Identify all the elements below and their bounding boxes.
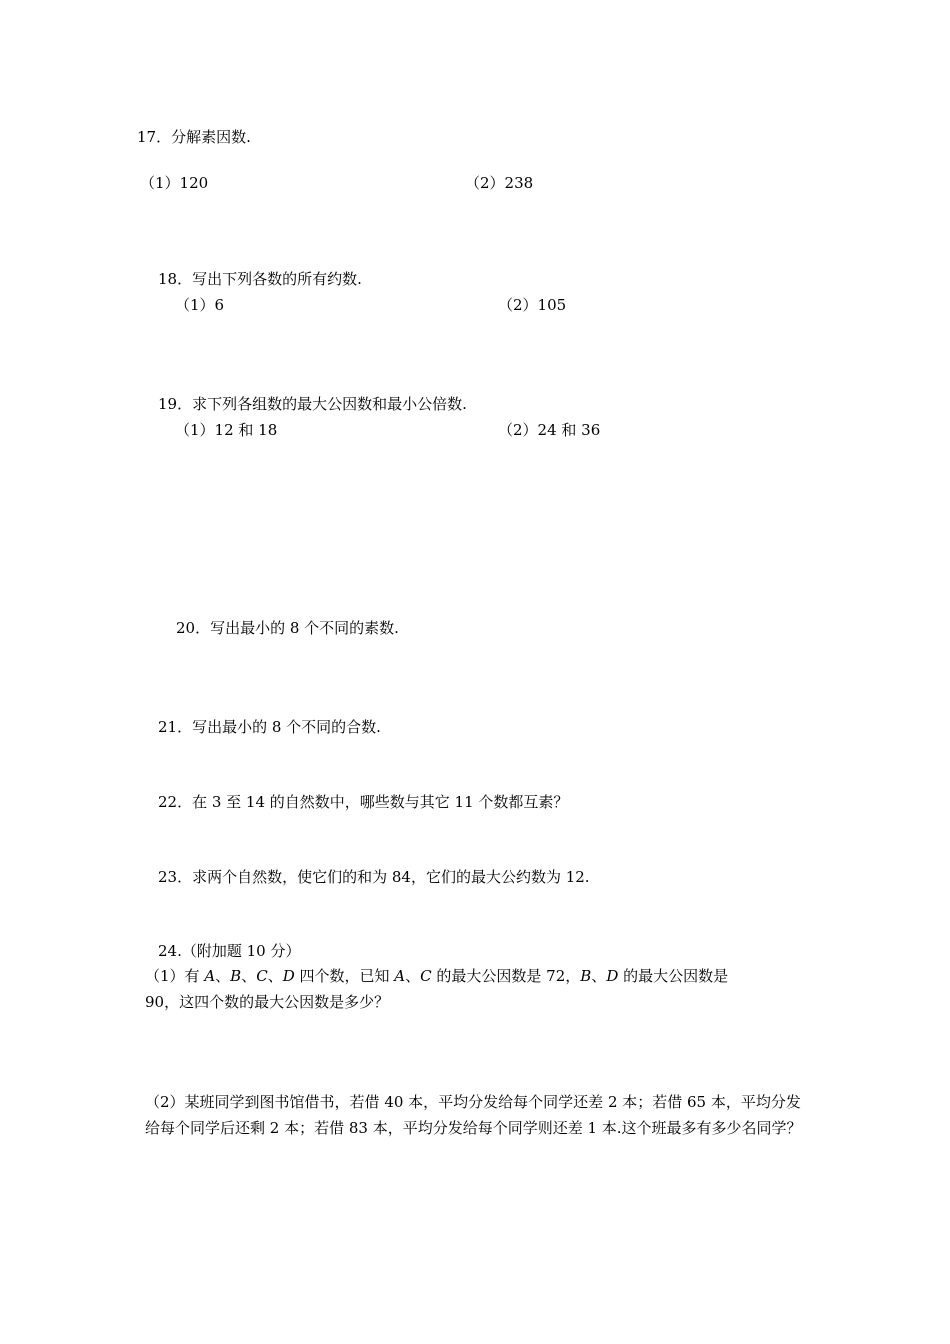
question-19-title: 19．求下列各组数的最大公因数和最小公倍数. [158,395,467,413]
question-17-part-1: （1）120 [140,174,209,192]
question-18-part-1: （1）6 [175,296,225,314]
question-18-title: 18．写出下列各数的所有约数. [158,270,362,288]
question-22-title: 22．在 3 至 14 的自然数中，哪些数与其它 11 个数都互素？ [158,793,569,811]
question-21-title: 21．写出最小的 8 个不同的合数. [158,718,381,736]
question-20-title: 20．写出最小的 8 个不同的素数. [176,619,399,637]
question-24-title: 24.（附加题 10 分） [158,942,301,960]
question-24-part-1-line-2: 90，这四个数的最大公因数是多少？ [145,993,390,1011]
question-18-part-2: （2）105 [498,296,567,314]
question-17-part-2: （2）238 [465,174,534,192]
question-19-part-2: （2）24 和 36 [498,421,601,439]
question-19-part-1: （1）12 和 18 [175,421,278,439]
question-17-title: 17．分解素因数. [137,128,251,146]
question-24-part-2: （2）某班同学到图书馆借书，若借 40 本，平均分发给每个同学还差 2 本；若借 65 本，平均分发给每个同学后还剩 2 本；若借 83 本，平均分发给每个同学则还差 1 本.这个班最多有多少名同学？ [145,1093,802,1137]
question-23-title: 23．求两个自然数，使它们的和为 84，它们的最大公约数为 12. [158,868,590,886]
question-24-part-1-line-1: （1）有 A、B、C、D 四个数，已知 A、C 的最大公因数是 72，B、D 的最大公因数是 [145,967,729,985]
